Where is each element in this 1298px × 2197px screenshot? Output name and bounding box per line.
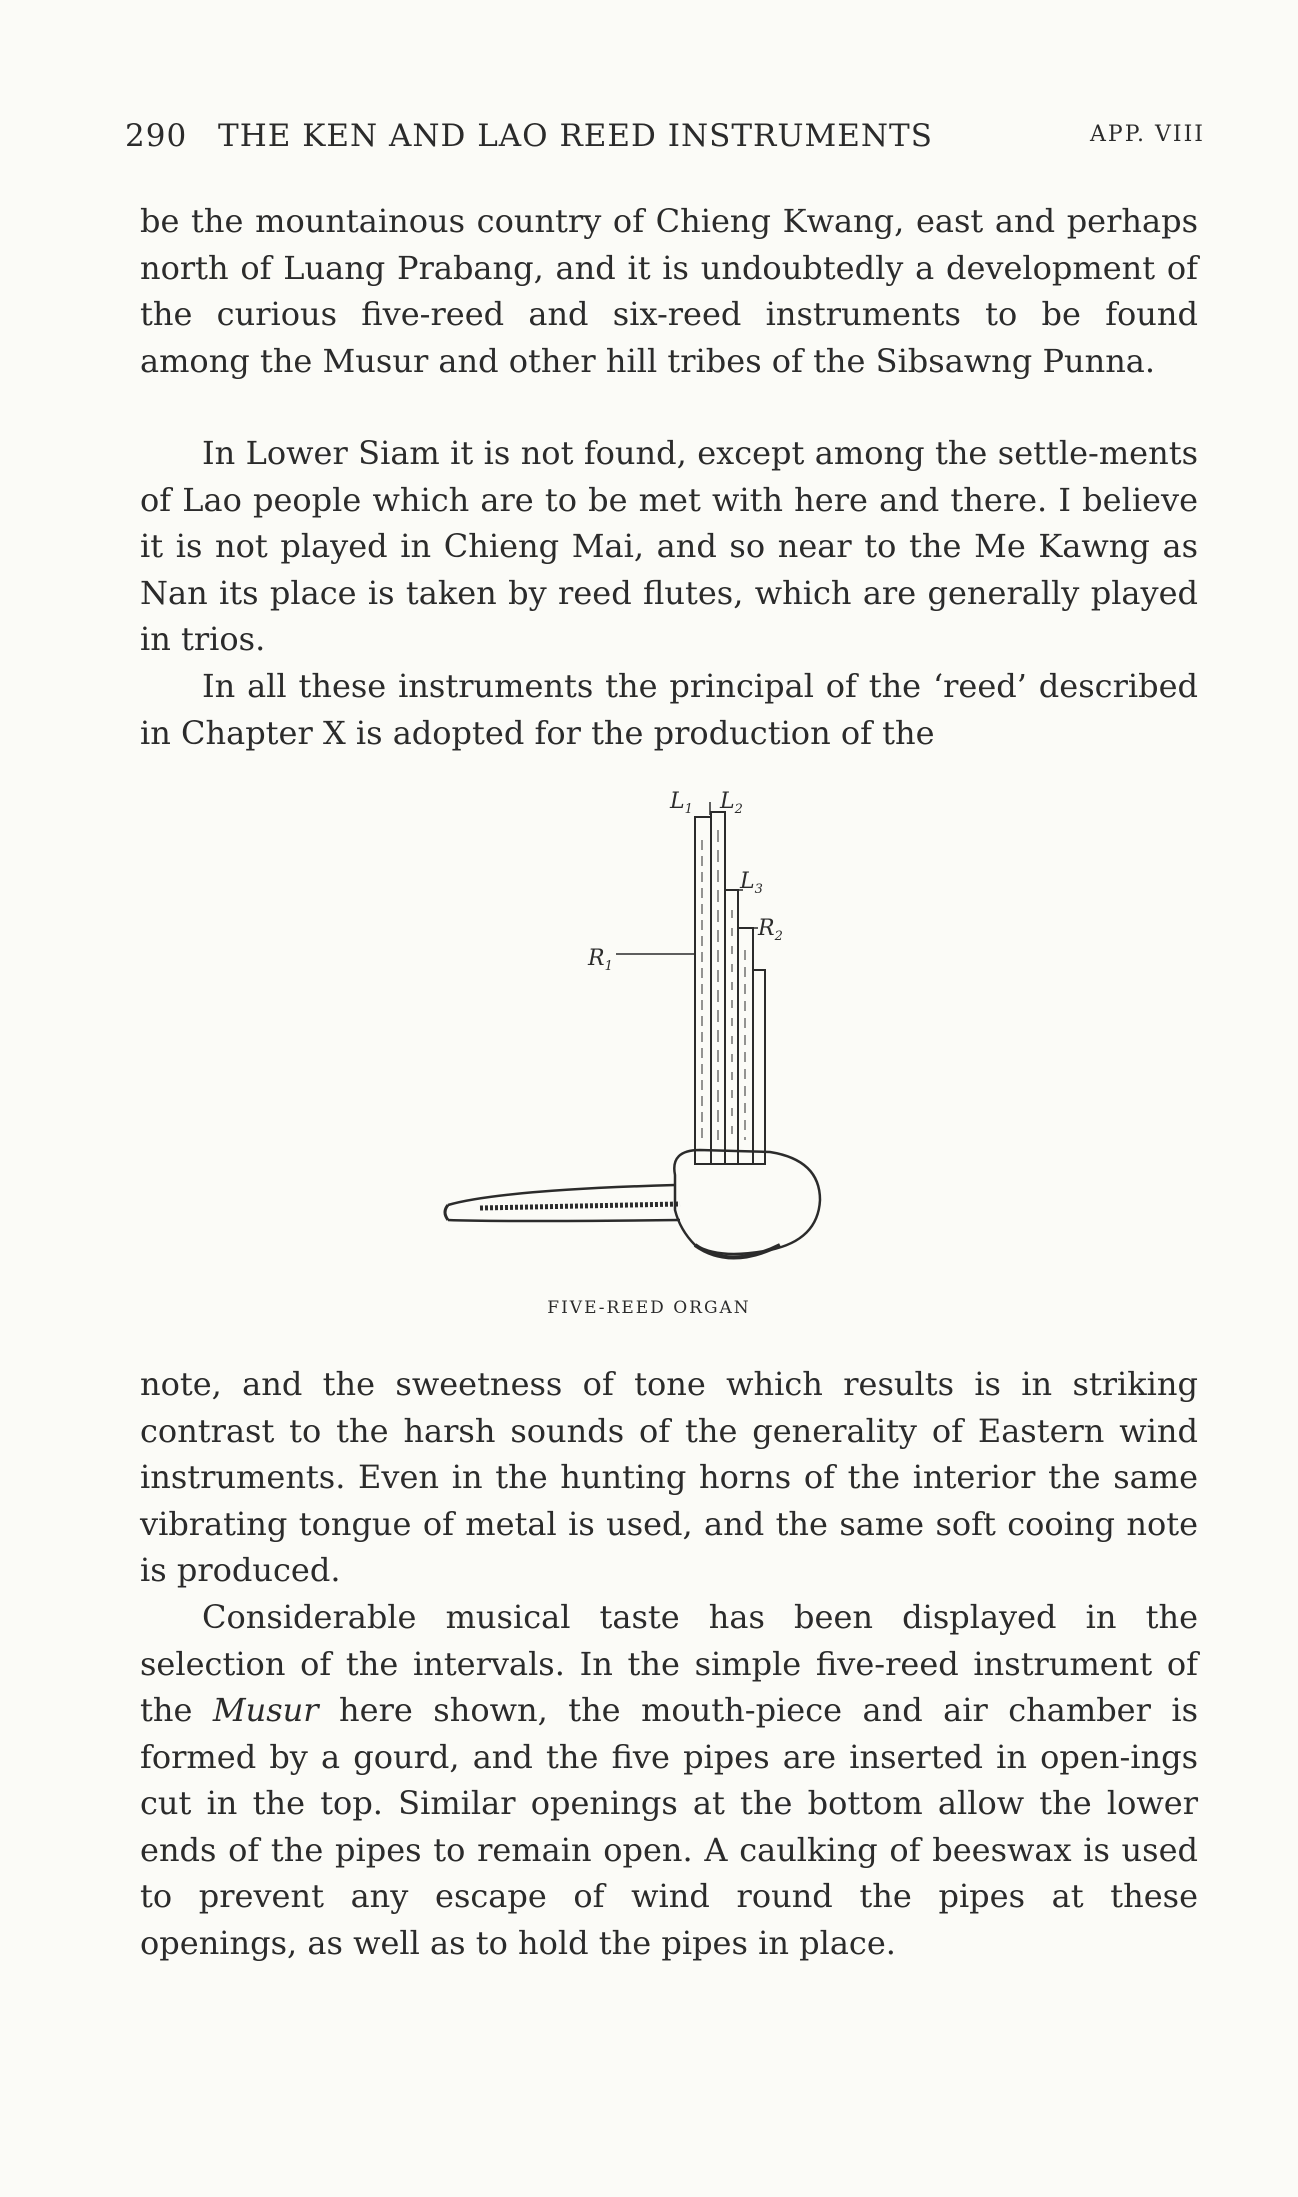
appendix-marker: APP. VIII <box>1090 122 1205 147</box>
figure-caption: FIVE-REED ORGAN <box>547 1298 751 1318</box>
paragraph-1: be the mountainous country of Chieng Kwang, east and perhaps north of Luang Prabang, and it is undoubtedly a development of the curious five-reed and six-reed instruments to be found among the Musur and other hill tribes of the Sibsawng Punna. <box>140 202 1198 380</box>
label-r2: $R_2$ <box>758 916 783 944</box>
paragraph-3: In all these instruments the principal of the ‘reed’ described in Chapter X is adopted for the production of the <box>140 667 1198 752</box>
paragraph-4: note, and the sweetness of tone which results is in striking contrast to the harsh sounds of the generality of Eastern wind instruments. Even in the hunting horns of the interior the same vibrating tongue of metal is used, and the same soft cooing note is produced. <box>140 1365 1198 1589</box>
label-r1: $R_1$ <box>588 946 613 974</box>
five-reed-organ-illustration <box>440 790 840 1290</box>
running-header <box>125 118 1205 154</box>
paragraph-5-part-2: here shown, the mouth-piece and air chamber is formed by a gourd, and the five pipes are inserted in open-ings cut in the top. Similar openings at the bottom allow the lower ends of the pipes to remain open. A caulking of beeswax is used to prevent any escape of wind round the pipes at these openings, as well as to hold the pipes in place. <box>140 1691 1199 1962</box>
label-l3: $L_3$ <box>740 869 763 897</box>
paragraph-2: In Lower Siam it is not found, except among the settle-ments of Lao people which are to be met with here and there. I believe it is not played in Chieng Mai, and so near to the Me Kawng as Nan its place is taken by reed flutes, which are generally played in trios. <box>140 434 1198 658</box>
label-l2: $L_2$ <box>720 790 743 817</box>
pipe-5 <box>753 970 765 1164</box>
five-reed-organ-figure <box>440 790 840 1290</box>
label-l1: $L_1$ <box>670 790 693 817</box>
page-number: 290 <box>125 118 188 154</box>
paragraph-5-part-1: Considerable musical taste has been displayed in the selection of the intervals. In the simple five-reed instrument of the <box>140 1598 1198 1729</box>
paragraph-5 <box>140 1594 1198 1966</box>
musur-italic: Musur <box>212 1691 319 1729</box>
running-title: THE KEN AND LAO REED INSTRUMENTS <box>218 118 933 154</box>
pipe-1 <box>695 817 711 1164</box>
